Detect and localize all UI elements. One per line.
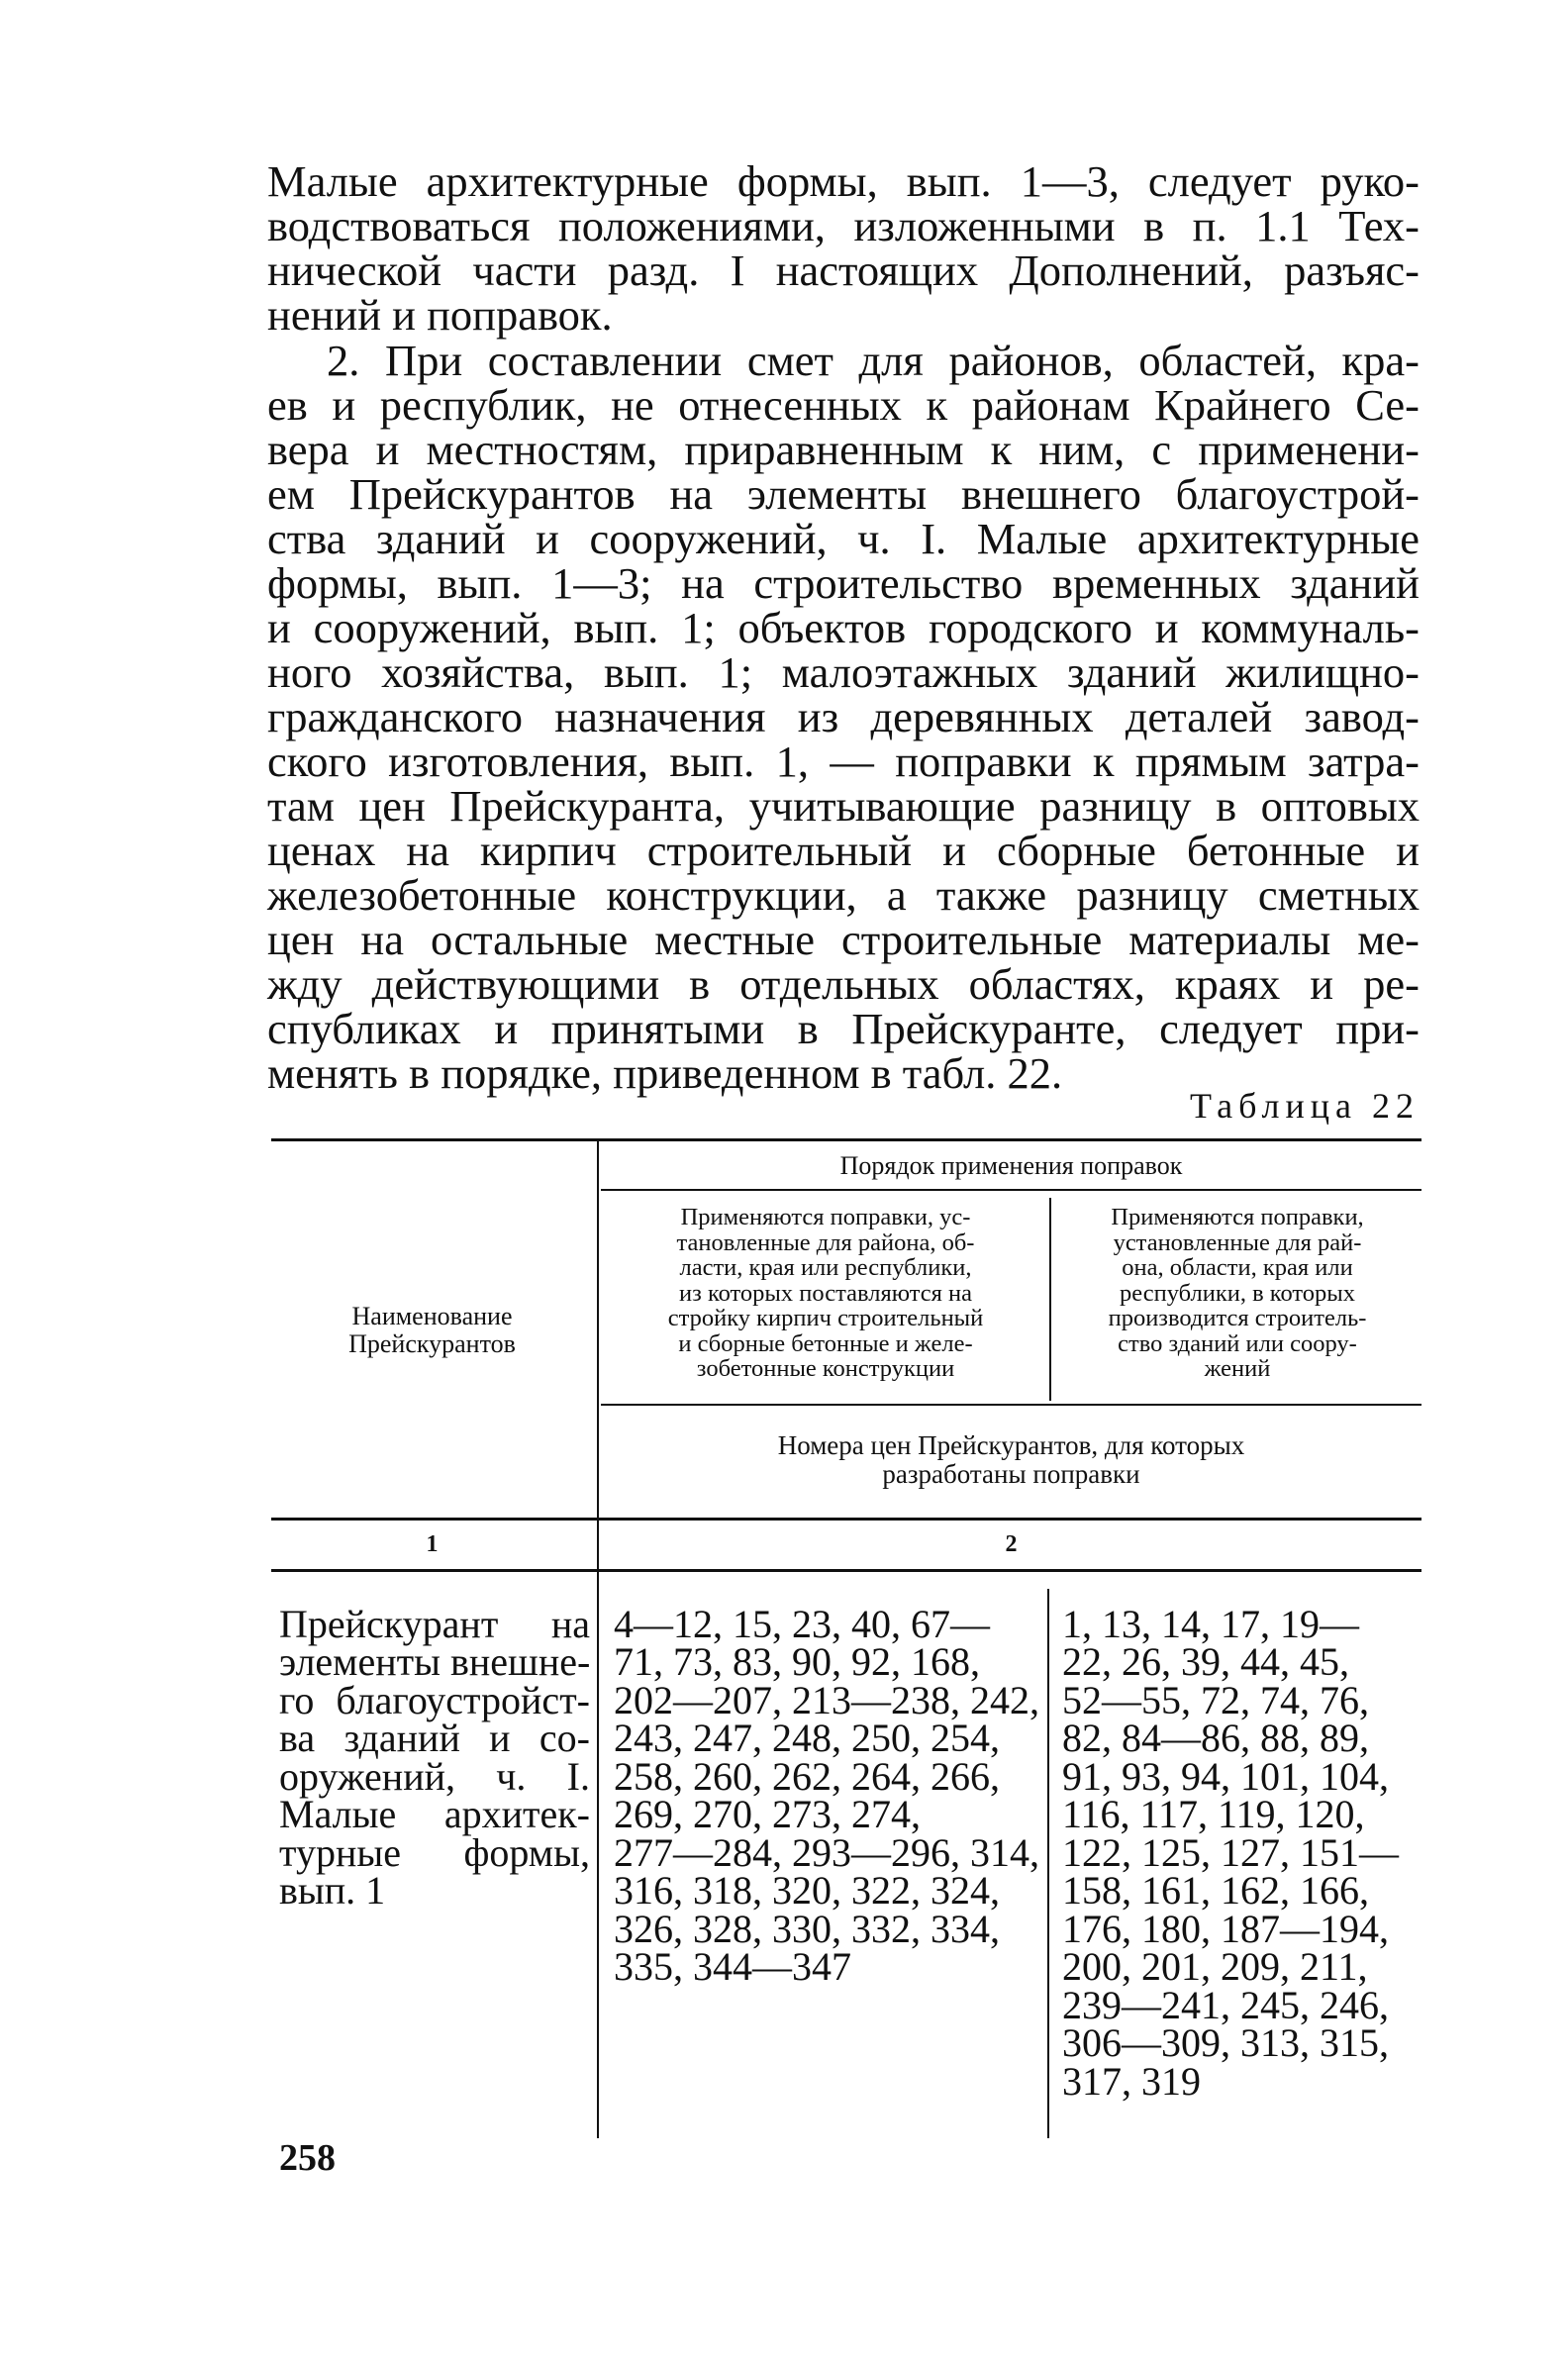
body-line: вера и местностям, приравненным к ним, с применени-	[267, 425, 1420, 474]
body-line: цен на остальные местные строительные материалы ме-	[267, 915, 1420, 964]
header-order: Порядок применения поправок	[839, 1151, 1183, 1180]
table-caption: Таблица 22	[1190, 1086, 1420, 1126]
row-left-line: 326, 328, 330, 332, 334,	[614, 1907, 1000, 1951]
table-header-rule	[601, 1189, 1421, 1191]
row-right-line: 158, 161, 162, 166,	[1062, 1868, 1369, 1913]
body-line: ного хозяйства, вып. 1; малоэтажных зданий жилищно-	[267, 647, 1420, 697]
body-line: ского изготовления, вып. 1, — поправки к прямым затра-	[267, 737, 1420, 786]
row-left-line: 71, 73, 83, 90, 92, 168,	[614, 1639, 980, 1684]
header-numbers-line: Номера цен Прейскурантов, для которых	[777, 1430, 1245, 1460]
table-vertical-rule	[597, 1138, 599, 2138]
header-sub-left-line: Применяются поправки, ус-	[680, 1204, 971, 1230]
header-sub-left-line: ласти, края или республики,	[679, 1254, 972, 1281]
body-line: и сооружений, вып. 1; объектов городского и коммуналь-	[267, 603, 1420, 652]
header-numbers-line: разработаны поправки	[882, 1459, 1140, 1489]
row-right-line: 52—55, 72, 74, 76,	[1062, 1678, 1369, 1722]
row-name-line: го благоустройст-	[279, 1678, 590, 1722]
header-sub-left-line: тановленные для района, об-	[676, 1229, 975, 1256]
body-line: водствоваться положениями, изложенными в п. 1.1 Тех-	[267, 201, 1420, 250]
body-line: спубликах и принятыми в Прейскуранте, следует при-	[267, 1004, 1420, 1053]
row-left-line: 202—207, 213—238, 242,	[614, 1678, 1039, 1722]
header-sub-left-line: из которых поставляются на	[679, 1280, 972, 1307]
row-right-line: 1, 13, 14, 17, 19—	[1062, 1602, 1359, 1646]
row-name-line: вып. 1	[279, 1868, 386, 1913]
header-sub-right-line: ство зданий или соору-	[1118, 1330, 1357, 1357]
body-line: ев и республик, не отнесенных к районам Крайнего Се-	[267, 380, 1420, 430]
header-sub-right-line: она, области, края или	[1122, 1254, 1353, 1281]
row-right-line: 176, 180, 187—194,	[1062, 1907, 1389, 1951]
header-name-line: Прейскурантов	[348, 1329, 516, 1358]
header-sub-right-line: производится строитель-	[1108, 1305, 1367, 1331]
table-body-divider	[1047, 1589, 1049, 2138]
table-top-rule	[271, 1138, 1421, 1141]
row-name-line: Прейскурант на	[279, 1602, 590, 1646]
row-left-line: 277—284, 293—296, 314,	[614, 1830, 1039, 1875]
header-sub-left-line: зобетонные конструкции	[696, 1355, 955, 1382]
body-line: гражданского назначения из деревянных деталей завод-	[267, 692, 1420, 741]
header-name-line: Наименование	[351, 1302, 513, 1330]
header-sub-right-line: жений	[1204, 1355, 1271, 1382]
body-line: менять в порядке, приведенном в табл. 22.	[267, 1048, 1063, 1098]
row-left-line: 335, 344—347	[614, 1944, 851, 1989]
row-left-line: 316, 318, 320, 322, 324,	[614, 1868, 1000, 1913]
body-line: ства зданий и сооружений, ч. I. Малые архитектурные	[267, 514, 1420, 563]
body-line: 2. При составлении смет для районов, областей, кра-	[327, 336, 1420, 385]
column-number-2: 2	[1005, 1531, 1018, 1557]
row-right-line: 82, 84—86, 88, 89,	[1062, 1716, 1369, 1760]
body-line: ем Прейскурантов на элементы внешнего благоустрой-	[267, 469, 1420, 519]
row-right-line: 22, 26, 39, 44, 45,	[1062, 1639, 1349, 1684]
row-right-line: 122, 125, 127, 151—	[1062, 1830, 1399, 1875]
body-line: нений и поправок.	[267, 290, 613, 340]
row-right-line: 200, 201, 209, 211,	[1062, 1944, 1368, 1989]
table-subheader-rule	[601, 1404, 1421, 1406]
row-right-line: 116, 117, 119, 120,	[1062, 1792, 1365, 1836]
row-name-line: оружений, ч. I.	[279, 1754, 590, 1799]
body-line: формы, вып. 1—3; на строительство временных зданий	[267, 558, 1420, 608]
header-sub-right-line: республики, в которых	[1120, 1280, 1355, 1307]
row-right-line: 91, 93, 94, 101, 104,	[1062, 1754, 1389, 1799]
body-line: жду действующими в отдельных областях, краях и ре-	[267, 959, 1420, 1009]
body-line: там цен Прейскуранта, учитывающие разницу в оптовых	[267, 781, 1420, 831]
row-left-line: 243, 247, 248, 250, 254,	[614, 1716, 1000, 1760]
column-number-1: 1	[426, 1531, 439, 1557]
table-subheader-divider	[1049, 1198, 1051, 1401]
page-number: 258	[279, 2137, 336, 2179]
row-name-line: Малые архитек-	[279, 1792, 590, 1836]
row-left-line: 4—12, 15, 23, 40, 67—	[614, 1602, 990, 1646]
body-line: нической части разд. I настоящих Дополнений, разъяс-	[267, 246, 1420, 295]
body-line: ценах на кирпич строительный и сборные бетонные и	[267, 826, 1420, 875]
header-sub-right-line: установленные для рай-	[1113, 1229, 1362, 1256]
row-right-line: 317, 319	[1062, 2059, 1201, 2104]
row-left-line: 269, 270, 273, 274,	[614, 1792, 921, 1836]
row-name-line: ва зданий и со-	[279, 1716, 590, 1760]
row-left-line: 258, 260, 262, 264, 266,	[614, 1754, 1000, 1799]
header-sub-left-line: и сборные бетонные и желе-	[678, 1330, 973, 1357]
row-name-line: элементы внешне-	[279, 1639, 591, 1684]
body-line: Малые архитектурные формы, вып. 1—3, следует руко-	[267, 156, 1420, 206]
header-sub-left-line: стройку кирпич строительный	[667, 1305, 984, 1331]
body-line: железобетонные конструкции, а также разницу сметных	[267, 870, 1420, 920]
row-right-line: 306—309, 313, 315,	[1062, 2020, 1389, 2065]
row-name-line: турные формы,	[279, 1830, 590, 1875]
row-right-line: 239—241, 245, 246,	[1062, 1983, 1389, 2027]
table-colnum-rule	[271, 1569, 1421, 1572]
header-sub-right-line: Применяются поправки,	[1111, 1204, 1364, 1230]
table-header-bottom-rule	[271, 1518, 1421, 1521]
